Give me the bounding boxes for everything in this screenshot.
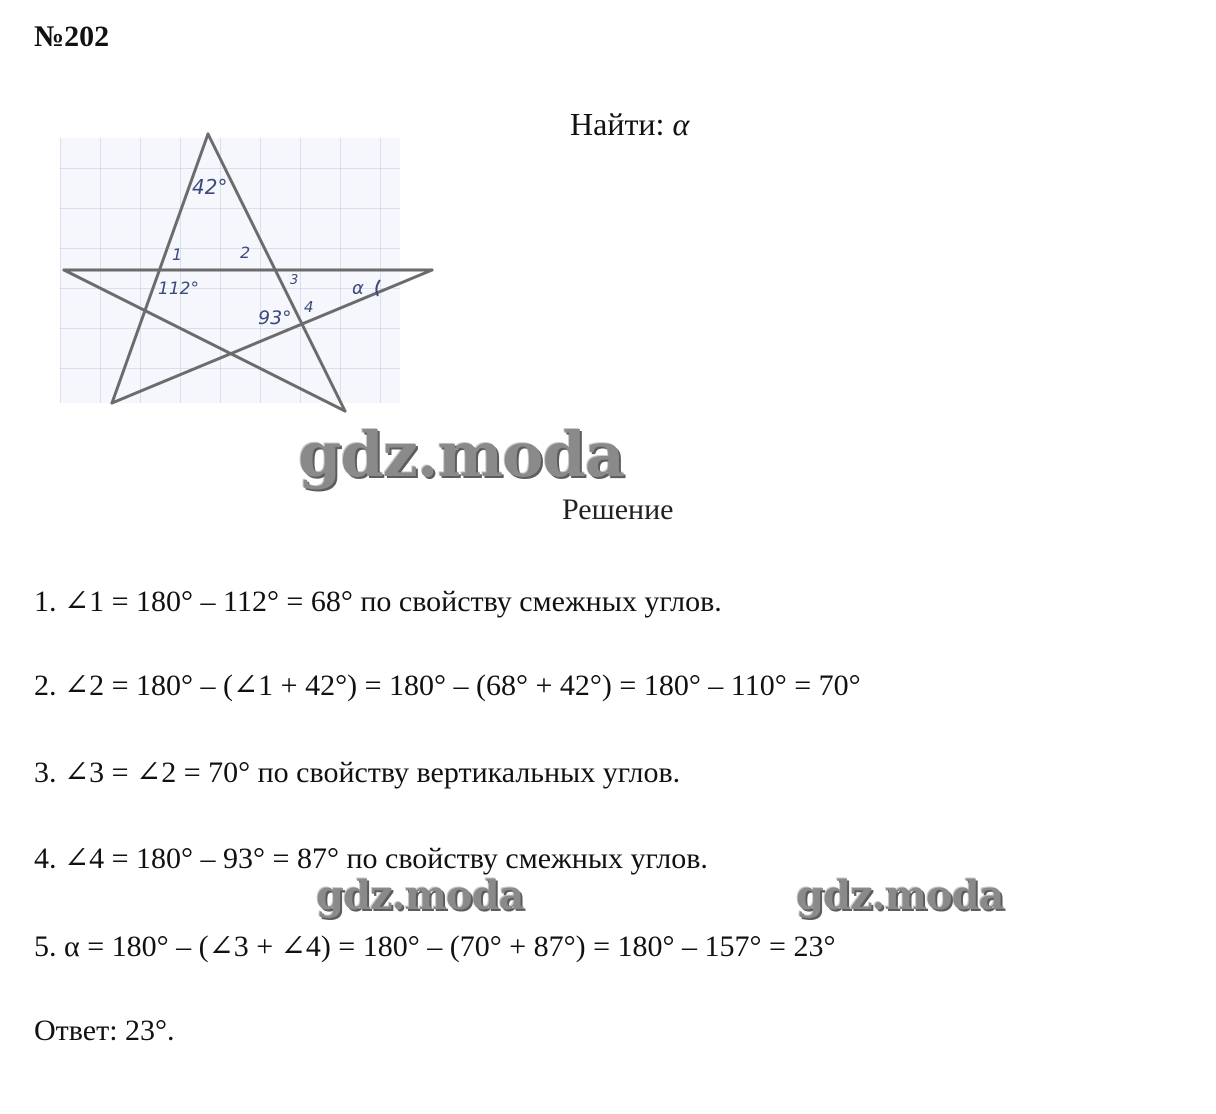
- solution-title: Решение: [562, 493, 674, 526]
- solution-step-2: 2. ∠2 = 180° – (∠1 + 42°) = 180° – (68° + 42°) = 180° – 110° = 70°: [34, 669, 861, 702]
- watermark-left: gdz.moda: [316, 872, 524, 919]
- watermark-main: gdz.moda: [298, 418, 624, 491]
- label-42: 42°: [192, 175, 228, 199]
- label-3: 3: [290, 273, 299, 288]
- solution-step-4: 4. ∠4 = 180° – 93° = 87° по свойству смежных углов.: [34, 842, 708, 875]
- find-label: Найти:: [570, 106, 665, 142]
- solution-step-5: 5. α = 180° – (∠3 + ∠4) = 180° – (70° + 87°) = 180° – 157° = 23°: [34, 930, 836, 963]
- watermark-right: gdz.moda: [796, 872, 1004, 919]
- solution-step-3: 3. ∠3 = ∠2 = 70° по свойству вертикальных углов.: [34, 756, 681, 789]
- label-alpha: α: [352, 278, 364, 299]
- find-statement: [570, 106, 689, 143]
- label-1: 1: [172, 245, 183, 264]
- label-93: 93°: [258, 307, 292, 329]
- label-2: 2: [240, 243, 251, 262]
- star-figure: [60, 128, 440, 418]
- solution-step-1: 1. ∠1 = 180° – 112° = 68° по свойству смежных углов.: [34, 585, 722, 618]
- label-4: 4: [304, 298, 314, 316]
- label-112: 112°: [158, 279, 199, 299]
- problem-number: №202: [34, 20, 110, 53]
- find-symbol: α: [672, 106, 690, 142]
- answer: Ответ: 23°.: [34, 1014, 175, 1047]
